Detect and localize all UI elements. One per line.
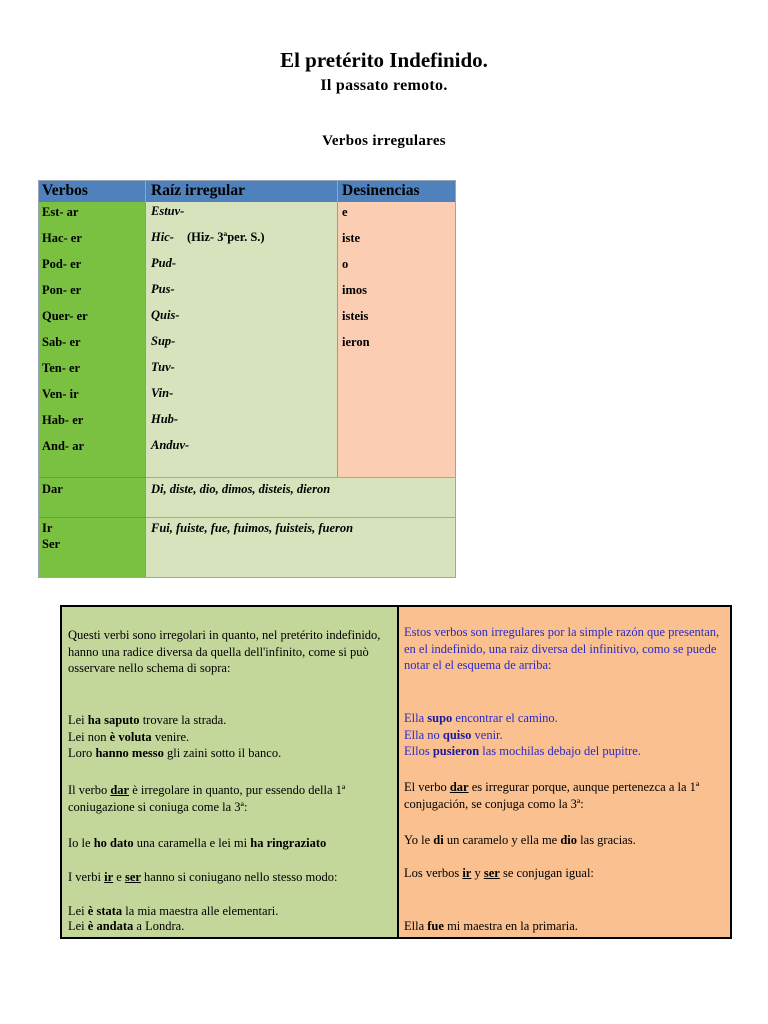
section-title: Verbos irregulares	[322, 133, 446, 149]
spanish-column	[399, 607, 730, 937]
text-run: se conjugan igual:	[499, 866, 594, 880]
verb-item: Hac- er	[42, 231, 82, 245]
text-run: Los verbos	[404, 866, 463, 880]
text-run: e	[113, 870, 125, 884]
text-run: y	[471, 866, 484, 880]
verb-highlight: quiso	[442, 727, 472, 742]
verb-highlight: pusieron	[432, 744, 480, 758]
verb-highlight: fue	[427, 919, 444, 933]
spanish-ir-ser-example	[404, 918, 728, 935]
root-item: Hub-	[151, 412, 179, 426]
explanation-box	[60, 605, 732, 939]
root-note: (Hiz- 3ªper. S.)	[187, 230, 265, 244]
verb-item: Ven- ir	[42, 387, 79, 401]
text-run: Lei	[68, 713, 88, 727]
ir-label: Ir	[42, 521, 53, 535]
text-run: Ella	[404, 919, 428, 933]
verb-item: And- ar	[42, 439, 85, 453]
ending-item: iste	[342, 231, 361, 245]
dar-label: Dar	[42, 482, 63, 496]
verb-table	[38, 180, 456, 578]
verb-highlight: è andata	[87, 919, 134, 933]
text-run: a Londra.	[133, 919, 185, 933]
text-run: venire.	[151, 729, 190, 744]
verb-item: Quer- er	[42, 309, 88, 323]
text-run: Yo le	[404, 833, 434, 847]
italian-column	[62, 607, 399, 937]
row-divider	[38, 517, 146, 518]
spanish-intro: Estos verbos son irregulares por la simple razón que presentan, en el indefinido, una raiz diversa del infinitivo, como se puede notar el el esquema de arriba:	[404, 625, 720, 672]
ending-item: isteis	[342, 309, 369, 323]
root-item: Quis-	[151, 308, 180, 322]
text-run: Lei non	[68, 729, 110, 744]
ir-ser-forms: Fui, fuiste, fue, fuimos, fuisteis, fueron	[151, 521, 354, 535]
text-run: hanno si coniugano nello stesso modo:	[140, 870, 338, 884]
verb-highlight: ho dato	[93, 836, 134, 850]
text-run: las mochilas debajo del pupitre.	[479, 744, 641, 758]
verb-highlight: ha saputo	[87, 713, 140, 727]
text-run: venir.	[471, 727, 503, 742]
italian-ir-ser-note	[68, 869, 392, 886]
spanish-ir-ser-note	[404, 865, 728, 882]
header-desinencias: Desinencias	[338, 180, 456, 202]
text-run: è irregolare in quanto, pur essendo della 1ª coniugazione si coniuga come la 3ª:	[68, 783, 346, 814]
ending-item: e	[342, 205, 348, 219]
text-run: Il verbo	[68, 783, 111, 797]
italian-intro: Questi verbi sono irregolari in quanto, nel pretérito indefinido, hanno una radice diversa da quella dell'infinito, come si può osservare nello schema di sopra:	[68, 628, 381, 675]
root-item: Pud-	[151, 256, 176, 270]
text-run: Io le	[68, 836, 94, 850]
text-run: encontrar el camino.	[452, 711, 558, 725]
text-run: Lei	[68, 904, 88, 918]
verb-highlight: supo	[427, 711, 453, 725]
text-run: la mia maestra alle elementari.	[122, 904, 279, 918]
root-item: Pus-	[151, 282, 175, 296]
text-run: Lei	[68, 919, 88, 933]
verb-highlight: ir	[462, 866, 472, 880]
verb-highlight: ha ringraziato	[250, 836, 327, 850]
text-run: una caramella e lei mi	[133, 836, 251, 850]
header-raiz: Raíz irregular	[146, 180, 338, 202]
text-run: un caramelo y ella me	[443, 833, 561, 847]
verb-highlight: dar	[449, 780, 469, 794]
page-subtitle: Il passato remoto.	[320, 77, 448, 94]
text-run: es irregurar porque, aunque pertenezca a la 1ª conjugación, se conjuga como la 3ª:	[404, 780, 700, 811]
verb-highlight: ser	[483, 866, 500, 880]
verb-item: Ten- er	[42, 361, 81, 375]
italian-dar-example	[68, 835, 392, 852]
italian-dar-note	[68, 782, 392, 815]
text-run: Loro	[68, 746, 96, 760]
text-run: Ella no	[404, 727, 443, 742]
dar-forms: Di, diste, dio, dimos, disteis, dieron	[151, 482, 331, 496]
text-run: trovare la strada.	[139, 713, 227, 727]
root-item: Tuv-	[151, 360, 175, 374]
ending-item: ieron	[342, 335, 370, 349]
root-item: Estuv-	[151, 204, 185, 218]
verb-item: Pod- er	[42, 257, 82, 271]
verb-item: Hab- er	[42, 413, 84, 427]
verb-highlight: dar	[110, 783, 130, 797]
page-title: El pretérito Indefinido.	[280, 48, 488, 72]
text-run: El verbo	[404, 780, 450, 794]
row-divider	[38, 477, 146, 478]
root-item: Vin-	[151, 386, 174, 400]
ending-item: o	[342, 257, 349, 271]
spanish-dar-example	[404, 832, 728, 849]
header-verbos: Verbos	[38, 180, 146, 202]
verb-highlight: dio	[560, 833, 578, 847]
verb-item: Sab- er	[42, 335, 81, 349]
ser-label: Ser	[42, 537, 61, 551]
verb-highlight: hanno messo	[95, 746, 164, 760]
verb-highlight: ser	[124, 870, 141, 884]
text-run: Ellos	[404, 744, 433, 758]
verb-item: Pon- er	[42, 283, 82, 297]
text-run: Ella	[404, 711, 428, 725]
spanish-dar-note	[404, 779, 728, 812]
root-item: Hic-	[151, 230, 174, 244]
italian-examples	[68, 712, 392, 762]
spanish-examples	[404, 710, 728, 760]
ending-item: imos	[342, 283, 367, 297]
root-item: Anduv-	[151, 438, 190, 452]
verb-highlight: è stata	[87, 904, 123, 918]
root-item: Sup-	[151, 334, 176, 348]
text-run: mi maestra en la primaria.	[443, 919, 578, 933]
verb-highlight: ir	[104, 870, 114, 884]
verb-highlight: è voluta	[109, 729, 152, 744]
text-run: I verbi	[68, 870, 105, 884]
verb-item: Est- ar	[42, 205, 79, 219]
italian-ir-ser-examples	[68, 904, 392, 934]
verb-highlight: di	[433, 833, 444, 847]
text-run: las gracias.	[577, 833, 636, 847]
text-run: gli zaini sotto il banco.	[163, 746, 282, 760]
